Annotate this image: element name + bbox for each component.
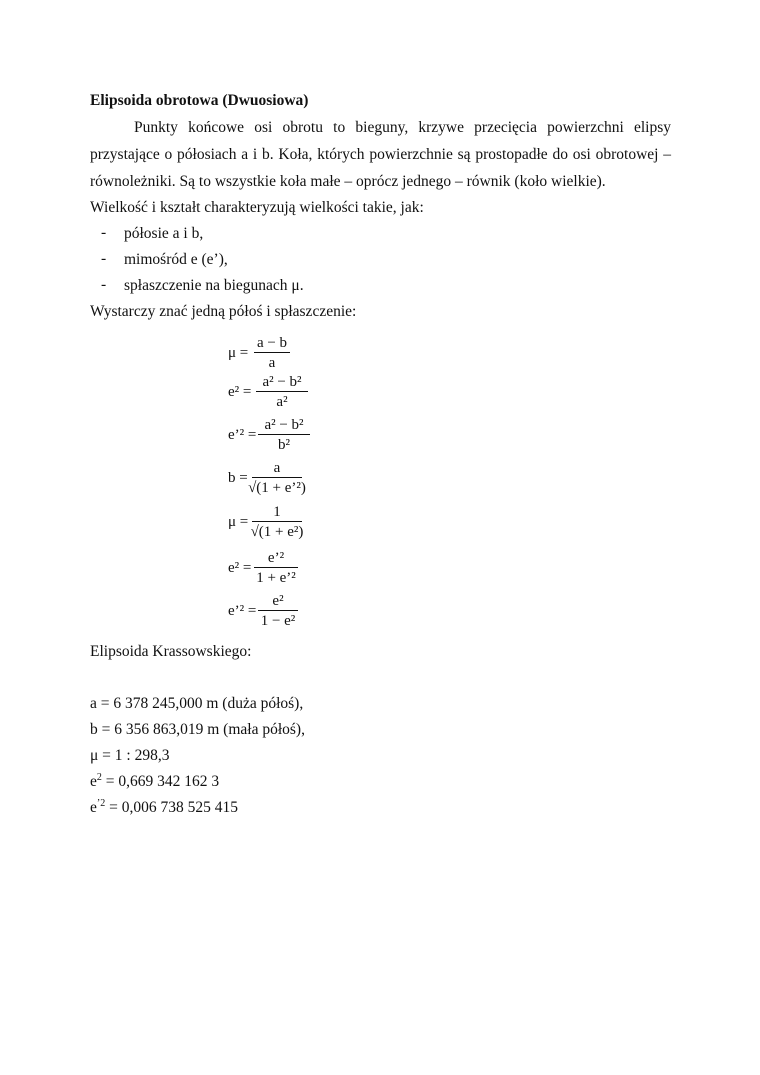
fraction-bar bbox=[252, 521, 302, 522]
formula-lhs: e’² = bbox=[228, 426, 257, 443]
formula-fraction bbox=[258, 415, 310, 455]
value-eprime-squared bbox=[90, 798, 238, 818]
fraction-bar bbox=[258, 610, 298, 611]
value-number: = 0,669 342 162 3 bbox=[101, 773, 220, 790]
value-exponent: ’2 bbox=[96, 798, 106, 809]
formula-fraction bbox=[254, 333, 290, 373]
formula-numerator: e’² bbox=[267, 550, 285, 566]
formula-lhs: μ = bbox=[228, 344, 249, 361]
formula-denominator: √(1 + e’²) bbox=[248, 480, 306, 496]
fraction-bar bbox=[252, 477, 302, 478]
formula-lhs: e² = bbox=[228, 383, 252, 400]
formula-e-from-eprime bbox=[228, 548, 318, 588]
formula-denominator: a² bbox=[276, 394, 288, 410]
formula-denominator: 1 + e’² bbox=[256, 570, 296, 586]
formula-numerator: a² − b² bbox=[262, 374, 302, 390]
formula-denominator: 1 − e² bbox=[260, 613, 296, 629]
formula-denominator: a bbox=[268, 355, 276, 371]
section-title: Elipsoida obrotowa (Dwuosiowa) bbox=[90, 92, 309, 109]
formula-lhs: e² = bbox=[228, 559, 252, 576]
fraction-bar bbox=[254, 352, 290, 353]
paragraph-line: Punkty końcowe osi obrotu to bieguny, krzywe przecięcia powierzchni elipsy bbox=[134, 119, 671, 136]
formula-eccentricity-first bbox=[228, 372, 318, 412]
formula-numerator: e² bbox=[272, 593, 284, 609]
fraction-bar bbox=[258, 434, 310, 435]
formula-lhs: b = bbox=[228, 469, 248, 486]
formula-lhs: μ = bbox=[228, 513, 249, 530]
value-exponent: 2 bbox=[96, 772, 102, 783]
list-item: spłaszczenie na biegunach μ. bbox=[124, 277, 304, 294]
list-item: półosie a i b, bbox=[124, 225, 204, 242]
formula-semi-minor bbox=[228, 458, 318, 498]
formula-numerator: a − b bbox=[256, 335, 288, 351]
value-flattening: μ = 1 : 298,3 bbox=[90, 747, 170, 764]
formula-fraction bbox=[254, 548, 298, 588]
formula-denominator: b² bbox=[278, 437, 290, 453]
formula-fraction bbox=[258, 591, 298, 631]
value-number: = 0,006 738 525 415 bbox=[105, 799, 238, 816]
paragraph-line: równoleżniki. Są to wszystkie koła małe – oprócz jednego – równik (koło wielkie). bbox=[90, 173, 606, 190]
formula-fraction bbox=[252, 502, 302, 542]
fraction-bar bbox=[256, 391, 308, 392]
value-e-squared bbox=[90, 772, 219, 792]
value-symbol: e bbox=[90, 773, 97, 790]
value-semi-major: a = 6 378 245,000 m (duża półoś), bbox=[90, 695, 304, 712]
paragraph-intro: Wielkość i kształt charakteryzują wielkości takie, jak: bbox=[90, 199, 424, 216]
formula-flattening-root bbox=[228, 502, 318, 542]
formula-numerator: a bbox=[273, 460, 281, 476]
fraction-bar bbox=[254, 567, 298, 568]
formula-eprime-from-e bbox=[228, 591, 318, 631]
list-bullet: - bbox=[101, 224, 107, 241]
value-symbol: e bbox=[90, 799, 97, 816]
list-item: mimośród e (e’), bbox=[124, 251, 228, 268]
formula-flattening bbox=[228, 333, 318, 373]
list-bullet: - bbox=[101, 276, 107, 293]
paragraph-intro: Wystarczy znać jedną półoś i spłaszczenie: bbox=[90, 303, 357, 320]
krassowski-heading: Elipsoida Krassowskiego: bbox=[90, 643, 252, 660]
formula-numerator: 1 bbox=[273, 504, 281, 520]
formula-lhs: e’² = bbox=[228, 602, 257, 619]
paragraph-line: przystające o półosiach a i b. Koła, których powierzchnie są prostopadłe do osi obrotowej – bbox=[90, 146, 671, 163]
formula-eccentricity-second bbox=[228, 415, 318, 455]
formula-fraction bbox=[248, 458, 306, 498]
formula-numerator: a² − b² bbox=[264, 417, 304, 433]
list-bullet: - bbox=[101, 250, 107, 267]
formula-denominator: √(1 + e²) bbox=[250, 524, 304, 540]
formula-fraction bbox=[256, 372, 308, 412]
value-semi-minor: b = 6 356 863,019 m (mała półoś), bbox=[90, 721, 305, 738]
